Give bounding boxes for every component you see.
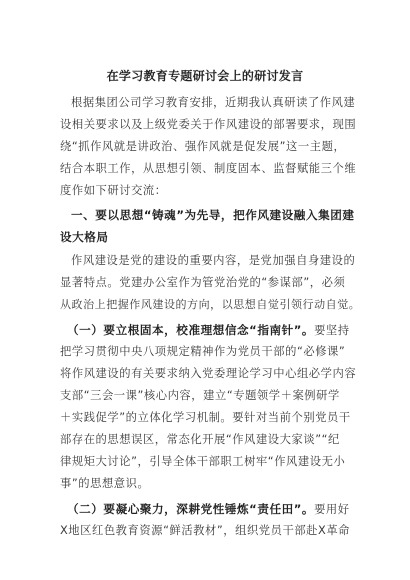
paragraph-line: 设相关要求以及上级党委关于作风建设的部署要求，现围 [60, 118, 357, 131]
paragraph-line: 把学习贯彻中央八项规定精神作为党员干部的“必修课” [60, 345, 346, 358]
subsection-heading: （一）要立根固本，校准理想信念“指南针”。 [67, 323, 315, 337]
paragraph-line: 律规矩大讨论”，引导全体干部职工树牢“作风建设无小 [60, 455, 346, 468]
paragraph-line: ＋实践促学”的立体化学习机制。要针对当前个别党员干 [60, 411, 351, 424]
paragraph-line: 结合本职工作，从思想引领、制度固本、监督赋能三个维 [60, 162, 357, 175]
subsection-first-line [67, 501, 360, 518]
paragraph-line: 绕“抓作风就是讲政治、强作风就是促发展”这一主题， [60, 140, 346, 153]
paragraph-line: X地区红色教育资源“鲜活教材”，组织党员干部赴X革命 [60, 524, 351, 537]
paragraph-line: 度作如下研讨交流： [60, 184, 167, 197]
paragraph-line: 支部“三会一课”核心内容，建立“专题领学＋案例研学 [60, 389, 340, 402]
subsection-heading: （二）要凝心聚力，深耕党性锤炼“责任田”。 [67, 502, 315, 516]
paragraph-line: 从政治上把握作风建设的方向，以思想自觉引领行动自觉。 [60, 298, 361, 311]
paragraph-line: 事”的思想意识。 [60, 477, 150, 490]
subsection-text: 要用好 [314, 503, 350, 516]
paragraph-line: 部存在的思想误区，常态化开展“作风建设大家谈”“纪 [60, 433, 340, 446]
paragraph-line: 将作风建设的有关要求纳入党委理论学习中心组必学内容 [60, 367, 357, 380]
subsection-first-line [67, 322, 360, 339]
paragraph-line: 作风建设是党的建设的重要内容，是党加强自身建设的 [71, 254, 356, 267]
paragraph-line: 显著特点。党建办公室作为管党治党的“参谋部”，必须 [60, 276, 346, 289]
paragraph-line: 根据集团公司学习教育安排，近期我认真研读了作风建 [71, 96, 356, 109]
section-heading: 设大格局 [60, 230, 109, 244]
document-title: 在学习教育专题研讨会上的研讨发言 [106, 69, 304, 83]
subsection-text: 要坚持 [314, 324, 350, 337]
section-heading: 一、要以思想“铸魂”为先导，把作风建设融入集团建 [71, 208, 355, 222]
